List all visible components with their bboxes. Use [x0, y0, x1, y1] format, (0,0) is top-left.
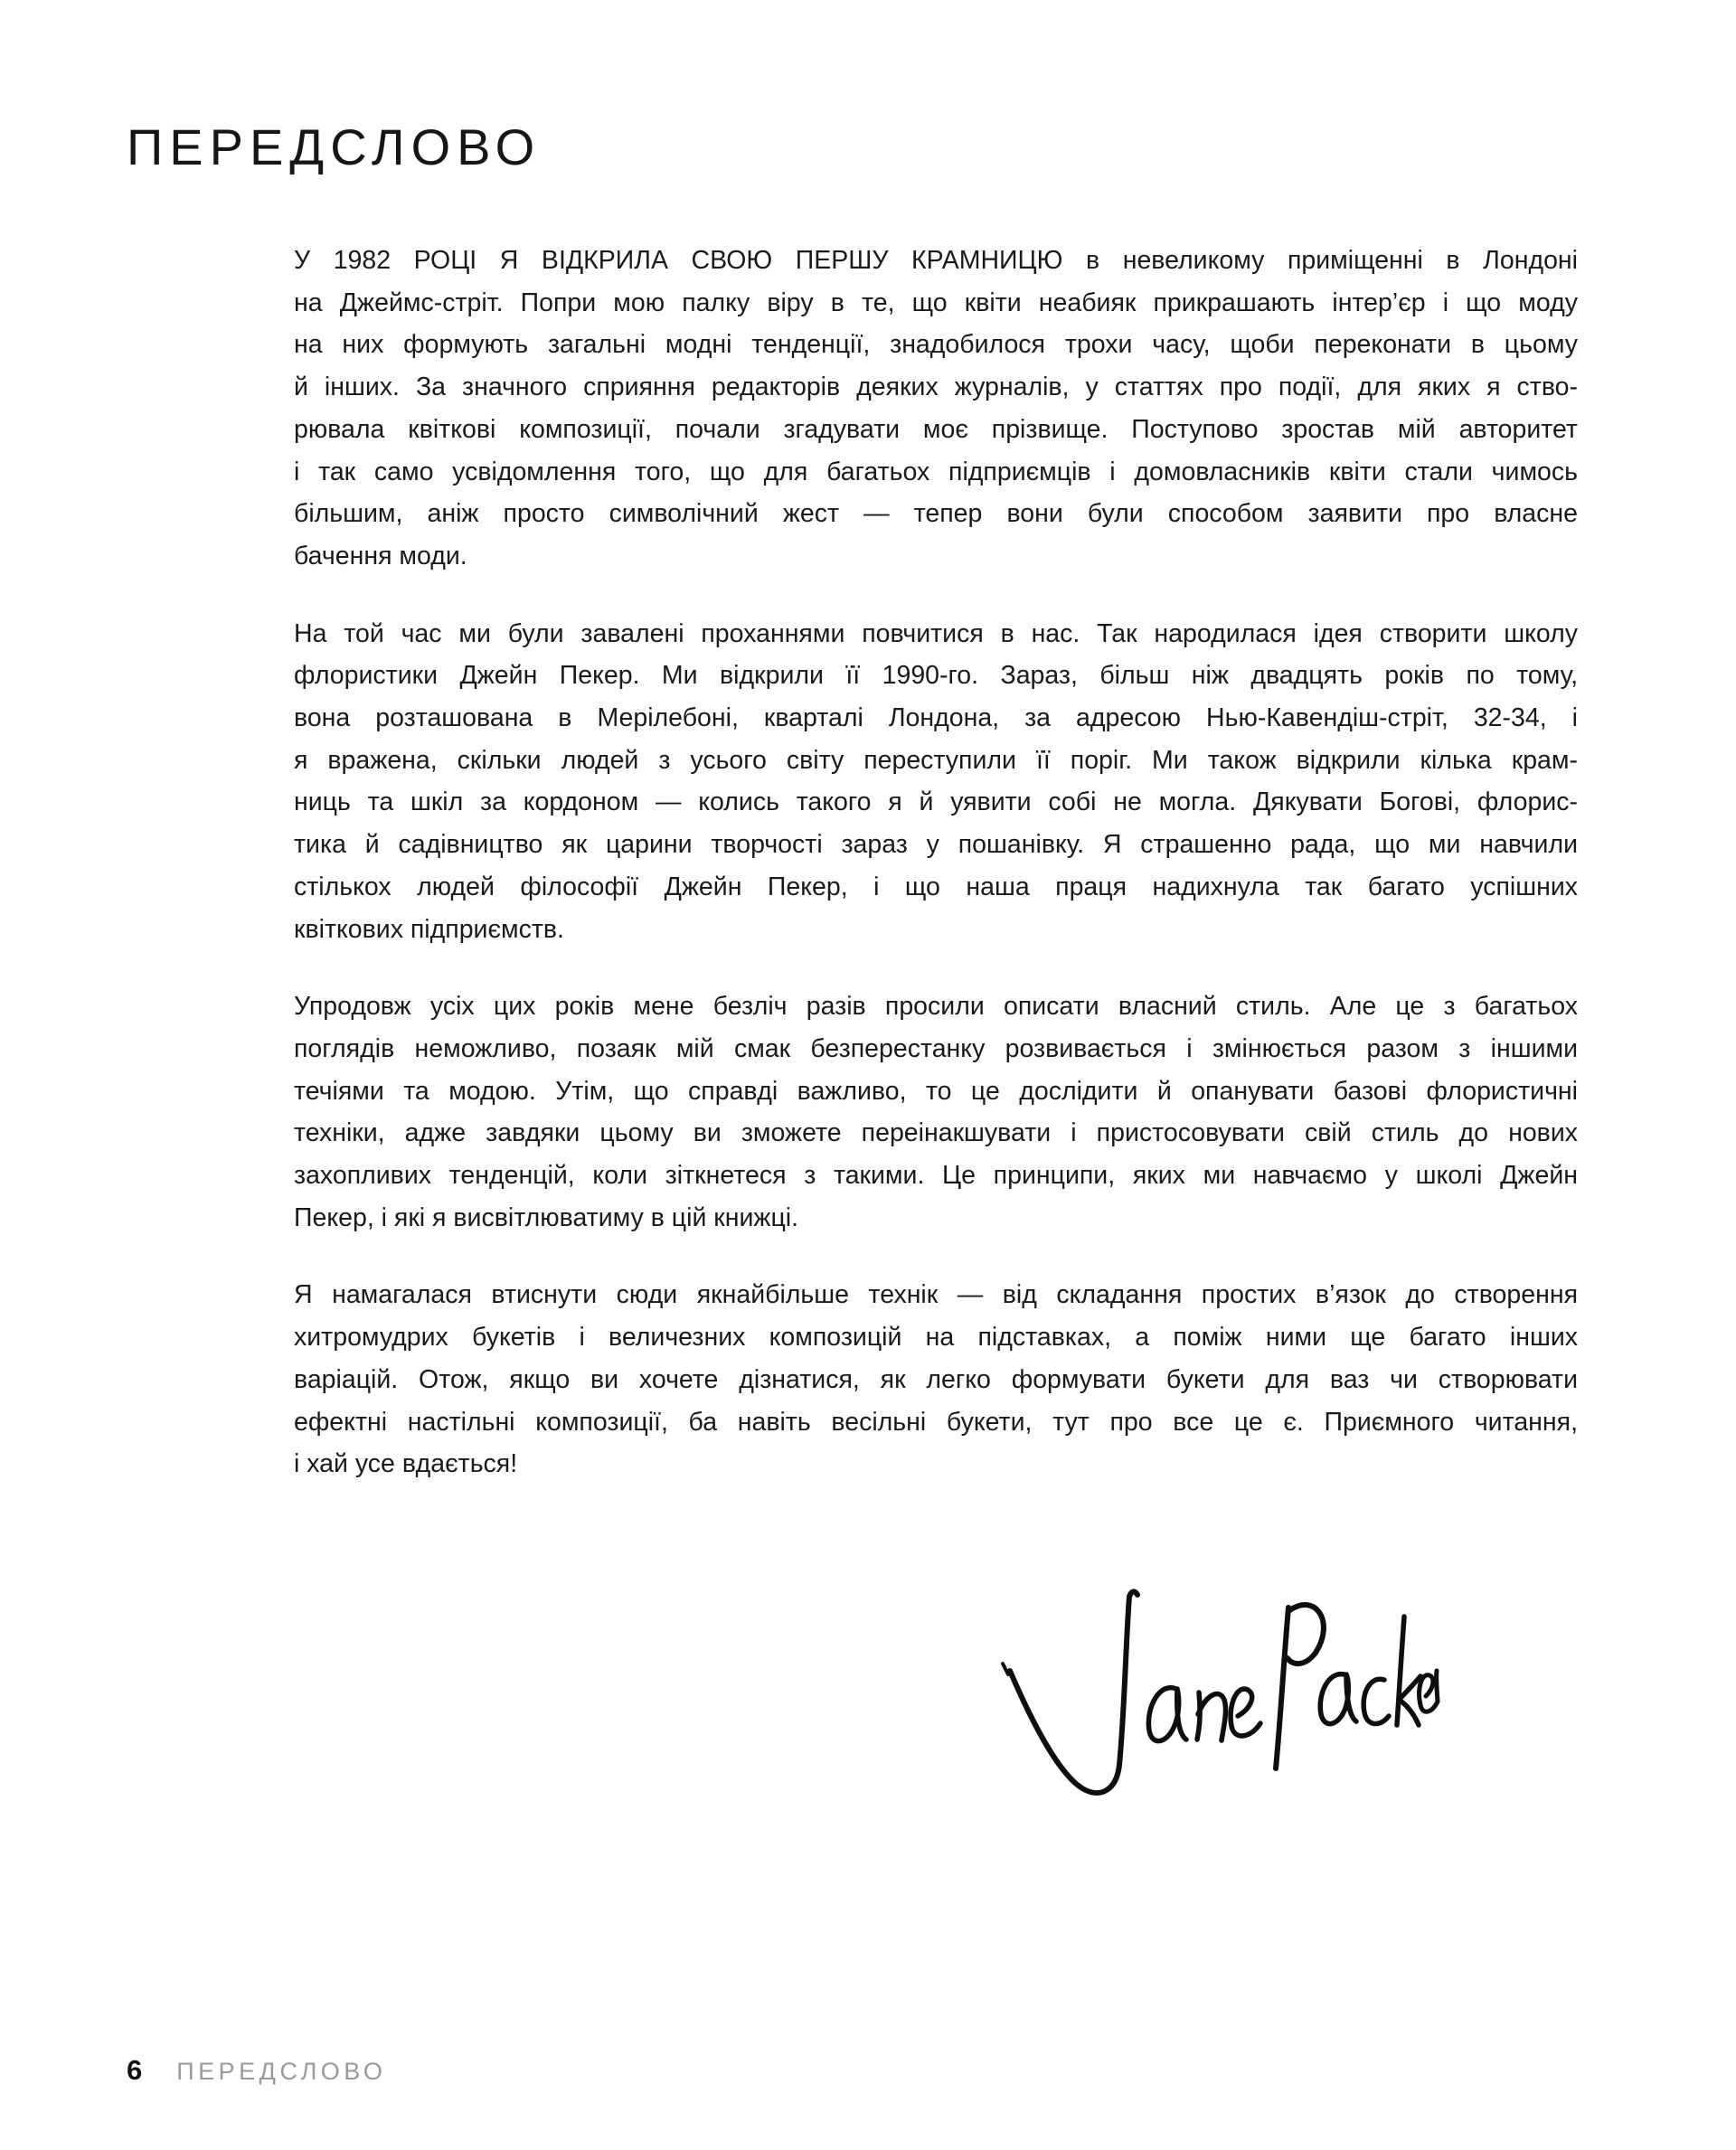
text-line: бачення моди. [294, 541, 467, 571]
text-line: квіткових підприємств. [294, 914, 564, 944]
text-line: більшим, аніж просто символічний жест — тепер вони були способом заявити про власне [294, 499, 1578, 529]
text-line: захопливих тенденцій, коли зіткнетеся з такими. Це принципи, яких ми навчаємо у школі Джейн [294, 1161, 1578, 1191]
body-text [294, 240, 1578, 1485]
paragraph [294, 985, 1578, 1239]
text-line: На той час ми були завалені проханнями повчитися в нас. Так народилася ідея створити школу [294, 618, 1578, 648]
text-line: і так само усвідомлення того, що для багатьох підприємців і домовласників квіти стали чимось [294, 457, 1578, 486]
text-line: течіями та модою. Утім, що справді важливо, то це дослідити й опанувати базові флористичні [294, 1076, 1578, 1106]
jane-packer-signature [990, 1588, 1442, 1814]
text-line: У 1982 РОЦІ Я ВІДКРИЛА СВОЮ ПЕРШУ КРАМНИЦЮ в невеликому приміщенні в Лондоні [294, 246, 1578, 275]
text-line: варіацій. Отож, якщо ви хочете дізнатися, як легко формувати букети для ваз чи створювати [294, 1364, 1578, 1394]
paragraph [294, 613, 1578, 951]
text-line: я вражена, скільки людей з усього світу переступили її поріг. Ми також відкрили кілька крам- [294, 745, 1578, 775]
page-title: ПЕРЕДСЛОВО [127, 118, 542, 175]
signature-strokes [990, 1588, 1442, 1814]
text-line: й інших. За значного сприяння редакторів деяких журналів, у статтях про події, для яких я ство- [294, 372, 1578, 402]
text-line: стількох людей філософії Джейн Пекер, і що наша праця надихнула так багато успішних [294, 872, 1578, 901]
text-line: ниць та шкіл за кордоном — колись такого я й уявити собі не могла. Дякувати Богові, флорис- [294, 787, 1578, 817]
text-line: Пекер, і які я висвітлюватиму в цій книжці. [294, 1202, 799, 1232]
text-line: вона розташована в Мерілебоні, кварталі Лондона, за адресою Нью-Кавендіш-стріт, 32-34, і [294, 703, 1578, 733]
paragraph [294, 240, 1578, 578]
text-line: поглядів неможливо, позаяк мій смак безперестанку розвивається і змінюється разом з іншими [294, 1033, 1578, 1063]
text-line: хитромудрих букетів і величезних композицій на підставках, а поміж ними ще багато інших [294, 1323, 1578, 1353]
text-line: тика й садівництво як царини творчості зараз у пошанівку. Я страшенно рада, що ми навчили [294, 830, 1578, 860]
text-line: на Джеймс-стріт. Попри мою палку віру в те, що квіти неабияк прикрашають інтер’єр і що моду [294, 288, 1578, 317]
footer-section-label: ПЕРЕДСЛОВО [176, 2058, 387, 2085]
text-line: Я намагалася втиснути сюди якнайбільше технік — від складання простих в’язок до створення [294, 1280, 1578, 1310]
text-line: техніки, адже завдяки цьому ви зможете переінакшувати і пристосовувати свій стиль до нових [294, 1118, 1578, 1148]
text-line: ефектні настільні композиції, ба навіть весільні букети, тут про все це є. Приємного читання, [294, 1407, 1578, 1437]
text-line: рювала квіткові композиції, почали згадувати моє прізвище. Поступово зростав мій авторитет [294, 414, 1578, 444]
text-line: флористики Джейн Пекер. Ми відкрили її 1990-го. Зараз, більш ніж двадцять років по тому, [294, 661, 1578, 691]
text-line: Упродовж усіх цих років мене безліч разів просили описати власний стиль. Але це з багатьох [294, 992, 1578, 1022]
paragraph [294, 1274, 1578, 1485]
page-number: 6 [127, 2054, 143, 2086]
footer [127, 2054, 386, 2087]
text-line: на них формують загальні модні тенденції, знадобилося трохи часу, щоби переконати в цьому [294, 330, 1578, 360]
text-line: і хай усе вдається! [294, 1449, 518, 1479]
